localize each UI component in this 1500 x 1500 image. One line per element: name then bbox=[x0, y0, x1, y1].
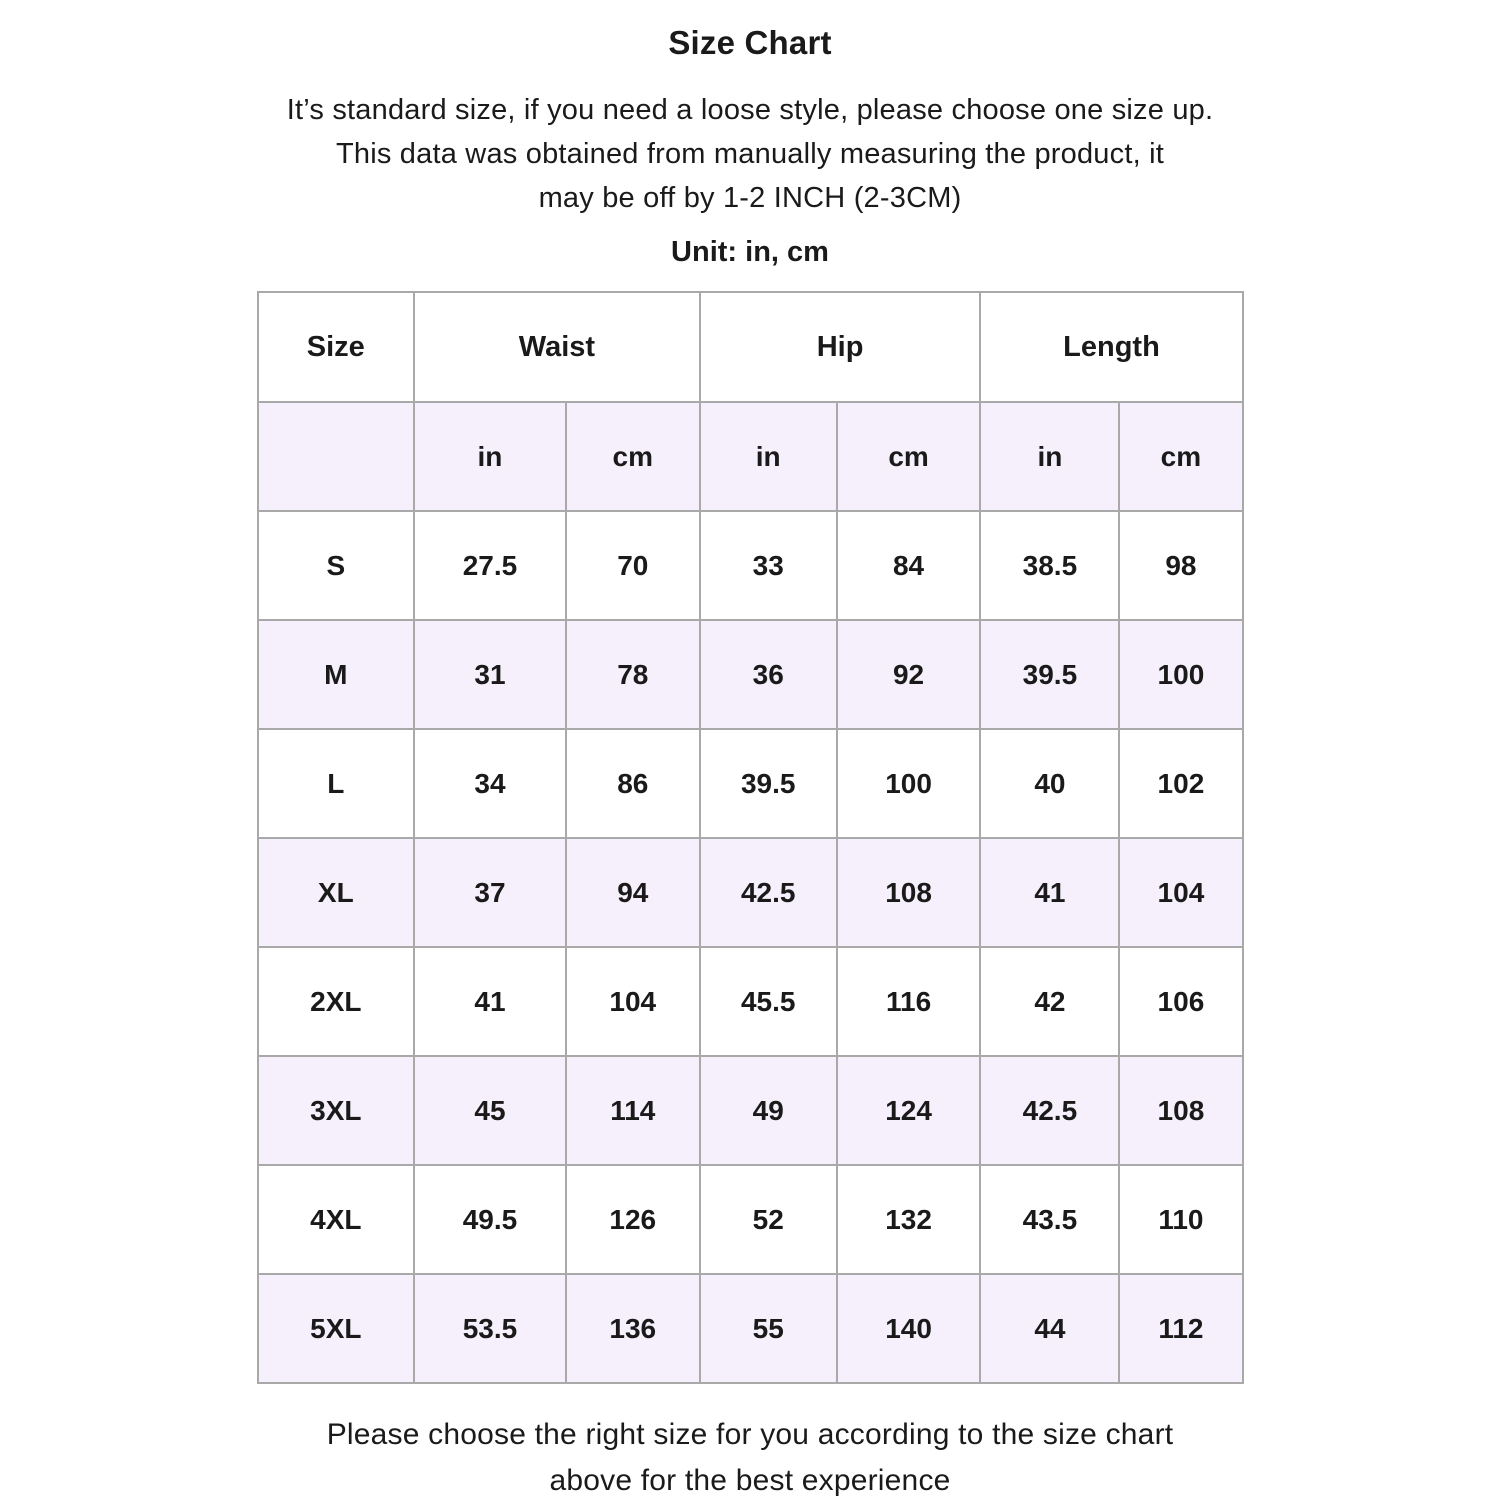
size-cell: L bbox=[258, 729, 415, 838]
footer-note-line: Please choose the right size for you according to the size chart bbox=[326, 1418, 1174, 1451]
table-row bbox=[258, 838, 1243, 947]
value-cell: 38.5 bbox=[980, 511, 1119, 620]
value-cell: 140 bbox=[837, 1274, 981, 1383]
size-cell: 2XL bbox=[258, 947, 415, 1056]
column-header-waist: Waist bbox=[414, 292, 700, 402]
table-row bbox=[258, 947, 1243, 1056]
value-cell: 43.5 bbox=[980, 1165, 1119, 1274]
description-line: It’s standard size, if you need a loose style, please choose one size up. bbox=[286, 94, 1214, 126]
value-cell: 49.5 bbox=[414, 1165, 566, 1274]
size-cell: XL bbox=[258, 838, 415, 947]
value-cell: 106 bbox=[1119, 947, 1242, 1056]
value-cell: 108 bbox=[837, 838, 981, 947]
value-cell: 36 bbox=[700, 620, 837, 729]
value-cell: 92 bbox=[837, 620, 981, 729]
size-cell: 4XL bbox=[258, 1165, 415, 1274]
size-cell: 3XL bbox=[258, 1056, 415, 1165]
value-cell: 104 bbox=[1119, 838, 1242, 947]
footer-note bbox=[0, 1412, 1500, 1500]
value-cell: 42.5 bbox=[980, 1056, 1119, 1165]
value-cell: 39.5 bbox=[980, 620, 1119, 729]
table-units-row bbox=[258, 402, 1243, 511]
size-cell: M bbox=[258, 620, 415, 729]
table-row bbox=[258, 1056, 1243, 1165]
value-cell: 136 bbox=[566, 1274, 700, 1383]
unit-header: in bbox=[414, 402, 566, 511]
description bbox=[0, 88, 1500, 220]
value-cell: 34 bbox=[414, 729, 566, 838]
value-cell: 132 bbox=[837, 1165, 981, 1274]
unit-header: in bbox=[980, 402, 1119, 511]
value-cell: 45.5 bbox=[700, 947, 837, 1056]
table-row bbox=[258, 729, 1243, 838]
size-table bbox=[257, 291, 1244, 1384]
value-cell: 86 bbox=[566, 729, 700, 838]
value-cell: 126 bbox=[566, 1165, 700, 1274]
table-row bbox=[258, 511, 1243, 620]
column-header-length: Length bbox=[980, 292, 1242, 402]
value-cell: 110 bbox=[1119, 1165, 1242, 1274]
value-cell: 45 bbox=[414, 1056, 566, 1165]
value-cell: 31 bbox=[414, 620, 566, 729]
value-cell: 52 bbox=[700, 1165, 837, 1274]
value-cell: 108 bbox=[1119, 1056, 1242, 1165]
unit-header: cm bbox=[566, 402, 700, 511]
value-cell: 114 bbox=[566, 1056, 700, 1165]
unit-header: cm bbox=[837, 402, 981, 511]
value-cell: 42.5 bbox=[700, 838, 837, 947]
value-cell: 39.5 bbox=[700, 729, 837, 838]
value-cell: 33 bbox=[700, 511, 837, 620]
unit-header-empty bbox=[258, 402, 415, 511]
table-row bbox=[258, 1274, 1243, 1383]
value-cell: 37 bbox=[414, 838, 566, 947]
table-row bbox=[258, 1165, 1243, 1274]
size-cell: 5XL bbox=[258, 1274, 415, 1383]
footer-note-line: above for the best experience bbox=[549, 1464, 951, 1497]
value-cell: 112 bbox=[1119, 1274, 1242, 1383]
table-row bbox=[258, 620, 1243, 729]
value-cell: 124 bbox=[837, 1056, 981, 1165]
value-cell: 78 bbox=[566, 620, 700, 729]
value-cell: 84 bbox=[837, 511, 981, 620]
unit-label: Unit: in, cm bbox=[671, 236, 829, 268]
value-cell: 53.5 bbox=[414, 1274, 566, 1383]
value-cell: 41 bbox=[414, 947, 566, 1056]
value-cell: 27.5 bbox=[414, 511, 566, 620]
value-cell: 55 bbox=[700, 1274, 837, 1383]
column-header-size: Size bbox=[258, 292, 415, 402]
value-cell: 100 bbox=[837, 729, 981, 838]
value-cell: 44 bbox=[980, 1274, 1119, 1383]
value-cell: 40 bbox=[980, 729, 1119, 838]
unit-header: in bbox=[700, 402, 837, 511]
description-line: This data was obtained from manually measuring the product, it bbox=[335, 138, 1165, 170]
description-line: may be off by 1-2 INCH (2-3CM) bbox=[538, 182, 962, 214]
value-cell: 98 bbox=[1119, 511, 1242, 620]
size-cell: S bbox=[258, 511, 415, 620]
value-cell: 49 bbox=[700, 1056, 837, 1165]
unit-header: cm bbox=[1119, 402, 1242, 511]
value-cell: 104 bbox=[566, 947, 700, 1056]
value-cell: 116 bbox=[837, 947, 981, 1056]
value-cell: 42 bbox=[980, 947, 1119, 1056]
value-cell: 100 bbox=[1119, 620, 1242, 729]
value-cell: 102 bbox=[1119, 729, 1242, 838]
value-cell: 41 bbox=[980, 838, 1119, 947]
value-cell: 70 bbox=[566, 511, 700, 620]
column-header-hip: Hip bbox=[700, 292, 981, 402]
value-cell: 94 bbox=[566, 838, 700, 947]
table-header-row bbox=[258, 292, 1243, 402]
page-title: Size Chart bbox=[668, 24, 832, 61]
